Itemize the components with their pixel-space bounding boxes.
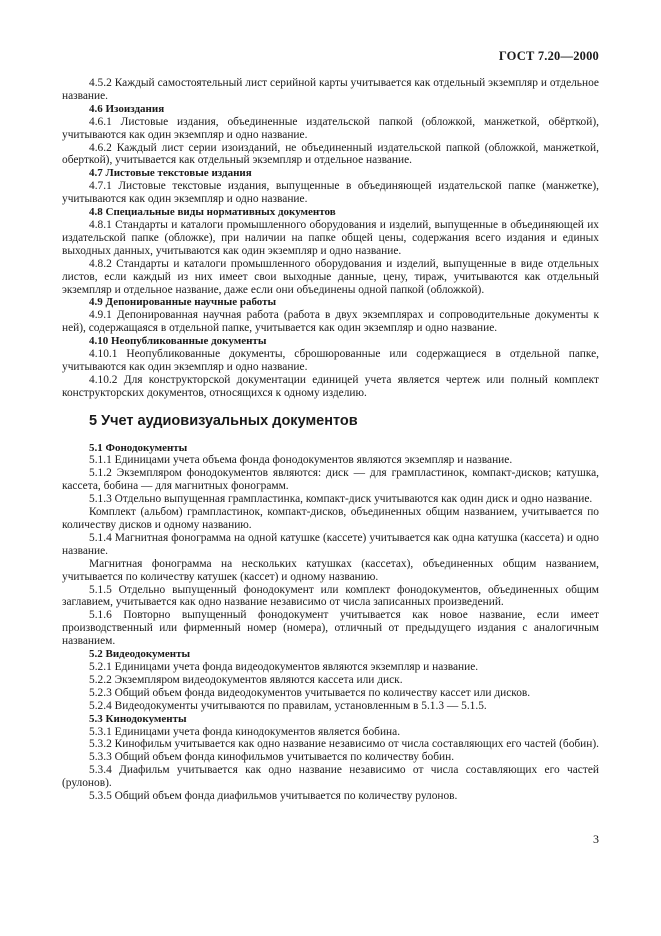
paragraph: 5.2.2 Экземпляром видеодокументов являются кассета или диск. (89, 673, 403, 686)
paragraph: 5.1.1 Единицами учета объема фонда фонодокументов являются экземпляр и название. (89, 454, 513, 467)
standard-code-header: ГОСТ 7.20—2000 (498, 49, 599, 63)
subsection-heading: 5.3 Кинодокументы (89, 712, 187, 725)
paragraph: 4.7.1 Листовые текстовые издания, выпущенные в объединяющей издательской папке (манжетке), учитываются как один экземпляр и одно название. (62, 180, 599, 206)
paragraph: 5.2.4 Видеодокументы учитываются по правилам, установленным в 5.1.3 — 5.1.5. (89, 699, 487, 712)
paragraph: 5.1.3 Отдельно выпущенная грампластинка, компакт-диск учитываются как один диск и одно название. (89, 493, 593, 506)
subsection-heading: 5.2 Видеодокументы (89, 648, 191, 661)
paragraph: 5.2.3 Общий объем фонда видеодокументов учитывается по количеству кассет или дисков. (89, 686, 531, 699)
paragraph: 4.10.2 Для конструкторской документации единицей учета является чертеж или полный комплект конструкторских документов, относящихся к одному изделию. (62, 373, 599, 399)
paragraph: 5.1.4 Магнитная фонограмма на одной катушке (кассете) учитывается как одна катушка (кассета) и одно название. (62, 531, 599, 557)
document-body (62, 77, 599, 803)
subsection-heading: 4.7 Листовые текстовые издания (89, 167, 252, 180)
subsection-heading: 4.8 Специальные виды нормативных документов (89, 206, 336, 219)
paragraph: 4.8.2 Стандарты и каталоги промышленного оборудования и изделий, выпущенные в виде отдельных листов, если каждый из них имеет свои выходные данные, цену, тираж, учитываются как отдельный экземпляр и отдельное название, даже если они объединены одной папкой (обложкой). (62, 257, 599, 296)
paragraph: 4.8.1 Стандарты и каталоги промышленного оборудования и изделий, выпущенные в объединяющей их издательской папке (обложке), при наличии на папке общей цены, содержания всего издания и единых выходных данных, учитываются как один экземпляр и одно название. (62, 218, 599, 257)
paragraph: Магнитная фонограмма на нескольких катушках (кассетах), объединенных общим названием, учитывается по количеству катушек (кассет) и одному названию. (62, 557, 599, 583)
subsection-heading: 4.10 Неопубликованные документы (89, 335, 267, 348)
paragraph: 5.3.2 Кинофильм учитывается как одно название независимо от числа составляющих его частей (бобин). (89, 738, 600, 751)
paragraph: 4.6.1 Листовые издания, объединенные издательской папкой (обложкой, манжеткой, обёрткой), учитываются как один экземпляр и одно название. (62, 115, 599, 141)
page-number: 3 (593, 832, 599, 846)
paragraph: 5.3.4 Диафильм учитывается как одно название независимо от числа составляющих его частей (рулонов). (62, 764, 599, 790)
paragraph: Комплект (альбом) грампластинок, компакт-дисков, объединенных общим названием, учитывается по количеству дисков и одному названию. (62, 506, 599, 531)
paragraph: 4.10.1 Неопубликованные документы, сброшюрованные или содержащиеся в отдельной папке, учитываются как один экземпляр и одно название. (62, 348, 599, 373)
subsection-heading: 4.9 Депонированные научные работы (89, 296, 277, 309)
paragraph: 5.1.2 Экземпляром фонодокументов являются: диск — для грампластинок, компакт-дисков; катушка, кассета, бобина — для магнитных фонограмм. (62, 467, 599, 493)
subsection-heading: 4.6 Изоиздания (89, 102, 165, 115)
paragraph: 5.1.5 Отдельно выпущенный фонодокумент или комплект фонодокументов, объединенных общим заглавием, учитывается как одно название независимо от числа записанных произведений. (62, 583, 599, 609)
paragraph: 5.3.1 Единицами учета фонда кинодокументов является бобина. (89, 725, 401, 738)
paragraph: 5.1.6 Повторно выпущенный фонодокумент учитывается как новое название, если имеет производственный или фирменный номер (номера), отличный от предыдущего издания с аналогичным названием. (62, 609, 599, 648)
section-heading: 5 Учет аудиовизуальных документов (89, 412, 358, 429)
subsection-heading: 5.1 Фонодокументы (89, 441, 188, 454)
paragraph: 5.3.3 Общий объем фонда кинофильмов учитывается по количеству бобин. (89, 751, 455, 764)
paragraph: 4.6.2 Каждый лист серии изоизданий, не объединенный издательской папкой (обложкой, манжеткой, оберткой), учитывается как отдельный экземпляр и отдельное название. (62, 141, 599, 167)
paragraph: 4.5.2 Каждый самостоятельный лист серийной карты учитывается как отдельный экземпляр и отдельное название. (62, 77, 599, 102)
paragraph: 5.2.1 Единицами учета фонда видеодокументов являются экземпляр и название. (89, 660, 479, 673)
paragraph: 4.9.1 Депонированная научная работа (работа в двух экземплярах и сопроводительные документы к ней), содержащаяся в отдельной папке, учитывается как один экземпляр и одно название. (62, 309, 599, 335)
paragraph: 5.3.5 Общий объем фонда диафильмов учитывается по количеству рулонов. (89, 790, 458, 803)
